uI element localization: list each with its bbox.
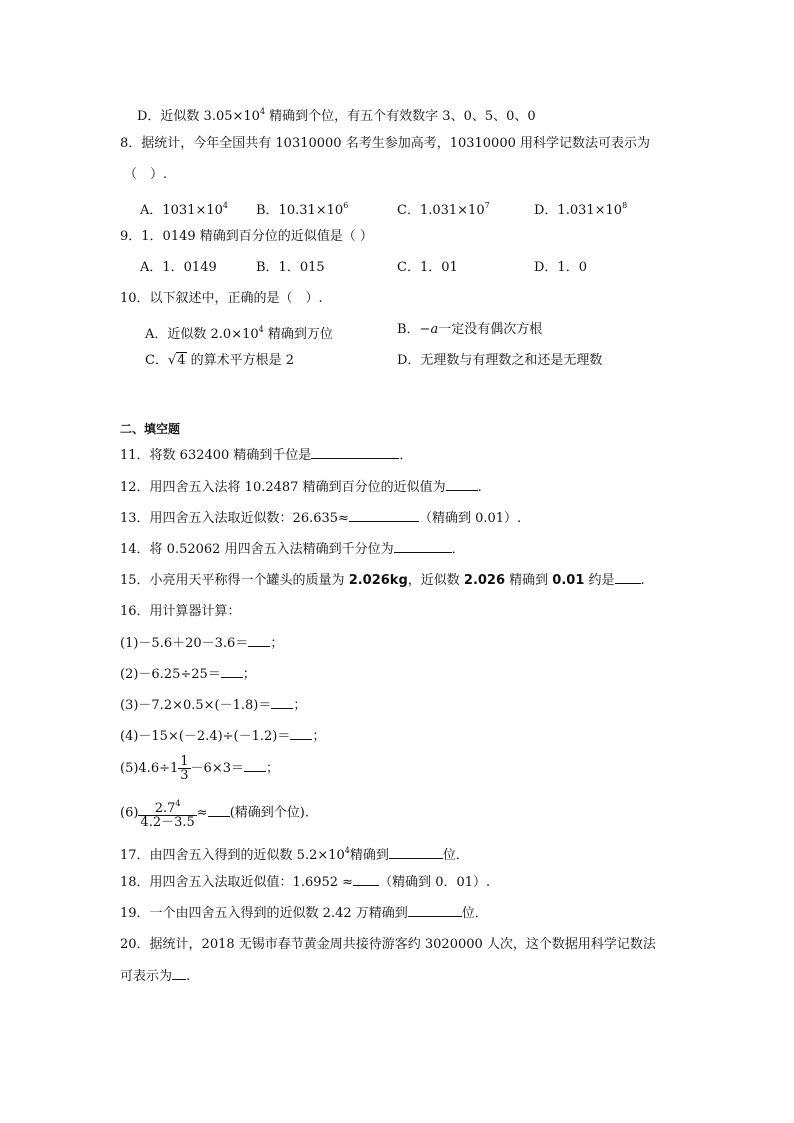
q10-option-a[interactable]	[145, 322, 333, 343]
question-tail: (精确到个位).	[229, 805, 309, 821]
fraction	[138, 797, 196, 829]
radicand: 4	[177, 353, 186, 368]
answer-blank[interactable]	[349, 510, 419, 522]
expression: (5)4.6÷1	[120, 761, 179, 776]
q14	[120, 541, 465, 558]
punct: ；	[242, 667, 256, 682]
q9-option-b[interactable]: B．1．015	[256, 260, 325, 275]
answer-blank[interactable]	[311, 447, 399, 459]
answer-blank[interactable]	[394, 541, 452, 553]
question-text: 可表示为	[120, 969, 173, 984]
punct: ；	[293, 698, 307, 713]
question-text: 19．一个由四舍五入得到的近似数 2.42 万精确到	[120, 906, 408, 921]
answer-blank[interactable]	[353, 874, 379, 886]
q10-stem: 10．以下叙述中，正确的是（ ）.	[120, 291, 323, 306]
option-letter: C．	[145, 353, 168, 368]
section-heading: 二、填空题	[120, 422, 181, 436]
question-tail: 位．	[442, 848, 469, 863]
question-tail: 位．	[461, 906, 488, 921]
q9-option-d[interactable]: D．1．0	[534, 260, 587, 275]
approx-sign: ≈	[196, 805, 208, 821]
q20-line2	[120, 968, 190, 985]
question-tail: （精确到 0.01）.	[418, 511, 522, 526]
answer-blank[interactable]	[389, 847, 443, 859]
q17	[120, 843, 469, 864]
question-tail: （精确到 0．01）.	[379, 875, 491, 890]
option-text: D．1.031×10	[534, 203, 623, 218]
q18	[120, 874, 490, 891]
option-text: A．近似数 2.0×10	[145, 327, 259, 342]
option-tail: 精确到万位	[263, 327, 333, 342]
answer-blank[interactable]	[221, 666, 243, 678]
q16-2	[120, 666, 256, 683]
exponent: 4	[175, 799, 181, 808]
punct: .	[640, 573, 645, 588]
q10-option-d[interactable]: D．无理数与有理数之和还是无理数	[397, 353, 603, 368]
option-tail: 一定没有偶次方根	[438, 322, 543, 337]
expression: (2)－6.25÷25＝	[120, 667, 221, 682]
exponent: 4	[258, 325, 264, 334]
option-text: B．10.31×10	[256, 203, 344, 218]
punct: ；	[270, 636, 284, 651]
sqrt-icon: √	[167, 353, 177, 368]
bold-value: 0.01	[552, 573, 585, 588]
variable: −a	[419, 322, 439, 337]
question-text: 12．用四舍五入法将 10.2487 精确到百分位的近似值为	[120, 480, 446, 495]
option-tail: 的算术平方根是 2	[186, 353, 295, 368]
q8-paren: （ ）.	[124, 167, 168, 182]
q8-stem: 8．据统计，今年全国共有 10310000 名考生参加高考，10310000 用科学记数法可表示为	[120, 136, 651, 151]
exponent: 4	[222, 201, 229, 210]
q12	[120, 479, 482, 496]
punct: ；	[265, 761, 279, 776]
fraction	[178, 755, 190, 782]
q9-stem: 9．1．0149 精确到百分位的近似值是（ ）	[120, 229, 373, 244]
base: 2.7	[154, 801, 176, 816]
q16-4	[120, 728, 325, 745]
q7-option-d-tail: 精确到个位，有五个有效数字 3、0、5、0、0	[265, 109, 536, 124]
answer-blank[interactable]	[248, 635, 270, 647]
punct: ．	[399, 448, 413, 463]
denominator: 3	[180, 768, 189, 783]
q20-line1: 20．据统计，2018 无锡市春节黄金周共接待游客约 3020000 人次，这个数据用科学记数法	[120, 937, 656, 952]
question-text: 18．用四舍五入法取近似值：1.6952 ≈	[120, 875, 354, 890]
q10-option-b[interactable]	[397, 322, 542, 338]
answer-blank[interactable]	[615, 572, 641, 584]
question-text: 精确到	[505, 573, 553, 588]
expression: (1)－5.6＋20－3.6＝	[120, 636, 249, 651]
q16-3	[120, 697, 306, 714]
question-text: 17．由四舍五入得到的近似数 5.2×10	[120, 848, 345, 863]
q16-6	[120, 797, 309, 829]
option-text: A．1031×10	[140, 203, 223, 218]
numerator: 1	[180, 754, 189, 769]
question-text: 精确到	[349, 848, 389, 863]
option-text: C．1.031×10	[397, 203, 485, 218]
q8-option-b[interactable]	[256, 198, 348, 219]
q9-option-c[interactable]: C．1．01	[397, 260, 458, 275]
expression: (6)	[120, 805, 139, 821]
question-text: 15．小亮用天平称得一个罐头的质量为	[120, 573, 349, 588]
answer-blank[interactable]	[172, 968, 186, 980]
question-text: 11．将数 632400 精确到千位是	[120, 448, 312, 463]
q8-option-c[interactable]	[397, 198, 490, 219]
q16-stem: 16．用计算器计算：	[120, 604, 241, 619]
answer-blank[interactable]	[290, 728, 312, 740]
q7-option-d	[137, 104, 536, 125]
q16-5	[120, 755, 279, 782]
answer-blank[interactable]	[271, 697, 293, 709]
option-letter: B．	[397, 322, 420, 337]
answer-blank[interactable]	[244, 760, 266, 772]
expression: －6×3＝	[190, 761, 244, 776]
question-text: 约是	[584, 573, 615, 588]
exponent: 4	[259, 107, 266, 116]
q13	[120, 510, 521, 527]
q15	[120, 572, 645, 589]
q8-option-a[interactable]	[140, 198, 228, 219]
exponent: 7	[484, 201, 490, 210]
bold-value: 2.026kg	[348, 573, 408, 588]
question-text: 14．将 0.52062 用四舍五入法精确到千分位为	[120, 542, 394, 557]
expression: (4)－15×(－2.4)÷(－1.2)＝	[120, 729, 291, 744]
q10-option-c[interactable]	[145, 353, 294, 369]
exponent: 4	[344, 846, 350, 855]
numerator	[138, 797, 196, 816]
question-text: ，近似数	[407, 573, 464, 588]
q8-option-d[interactable]	[534, 198, 627, 219]
punct: .	[186, 969, 191, 984]
denominator: 4.2－3.5	[140, 815, 195, 830]
q19	[120, 905, 488, 922]
punct: ．	[451, 542, 465, 557]
q16-1	[120, 635, 283, 652]
exponent: 8	[622, 201, 628, 210]
answer-blank[interactable]	[446, 479, 478, 491]
q11	[120, 447, 412, 464]
bold-value: 2.026	[463, 573, 506, 588]
q9-option-a[interactable]: A．1．0149	[140, 260, 217, 275]
punct: ；	[312, 729, 326, 744]
expression: (3)－7.2×0.5×(－1.8)＝	[120, 698, 272, 713]
q7-option-d-text: D．近似数 3.05×10	[137, 109, 260, 124]
question-text: 13．用四舍五入法取近似数：26.635≈	[120, 511, 349, 526]
answer-blank[interactable]	[408, 905, 462, 917]
answer-blank[interactable]	[208, 805, 230, 817]
punct: .	[477, 480, 482, 495]
exponent: 6	[343, 201, 349, 210]
